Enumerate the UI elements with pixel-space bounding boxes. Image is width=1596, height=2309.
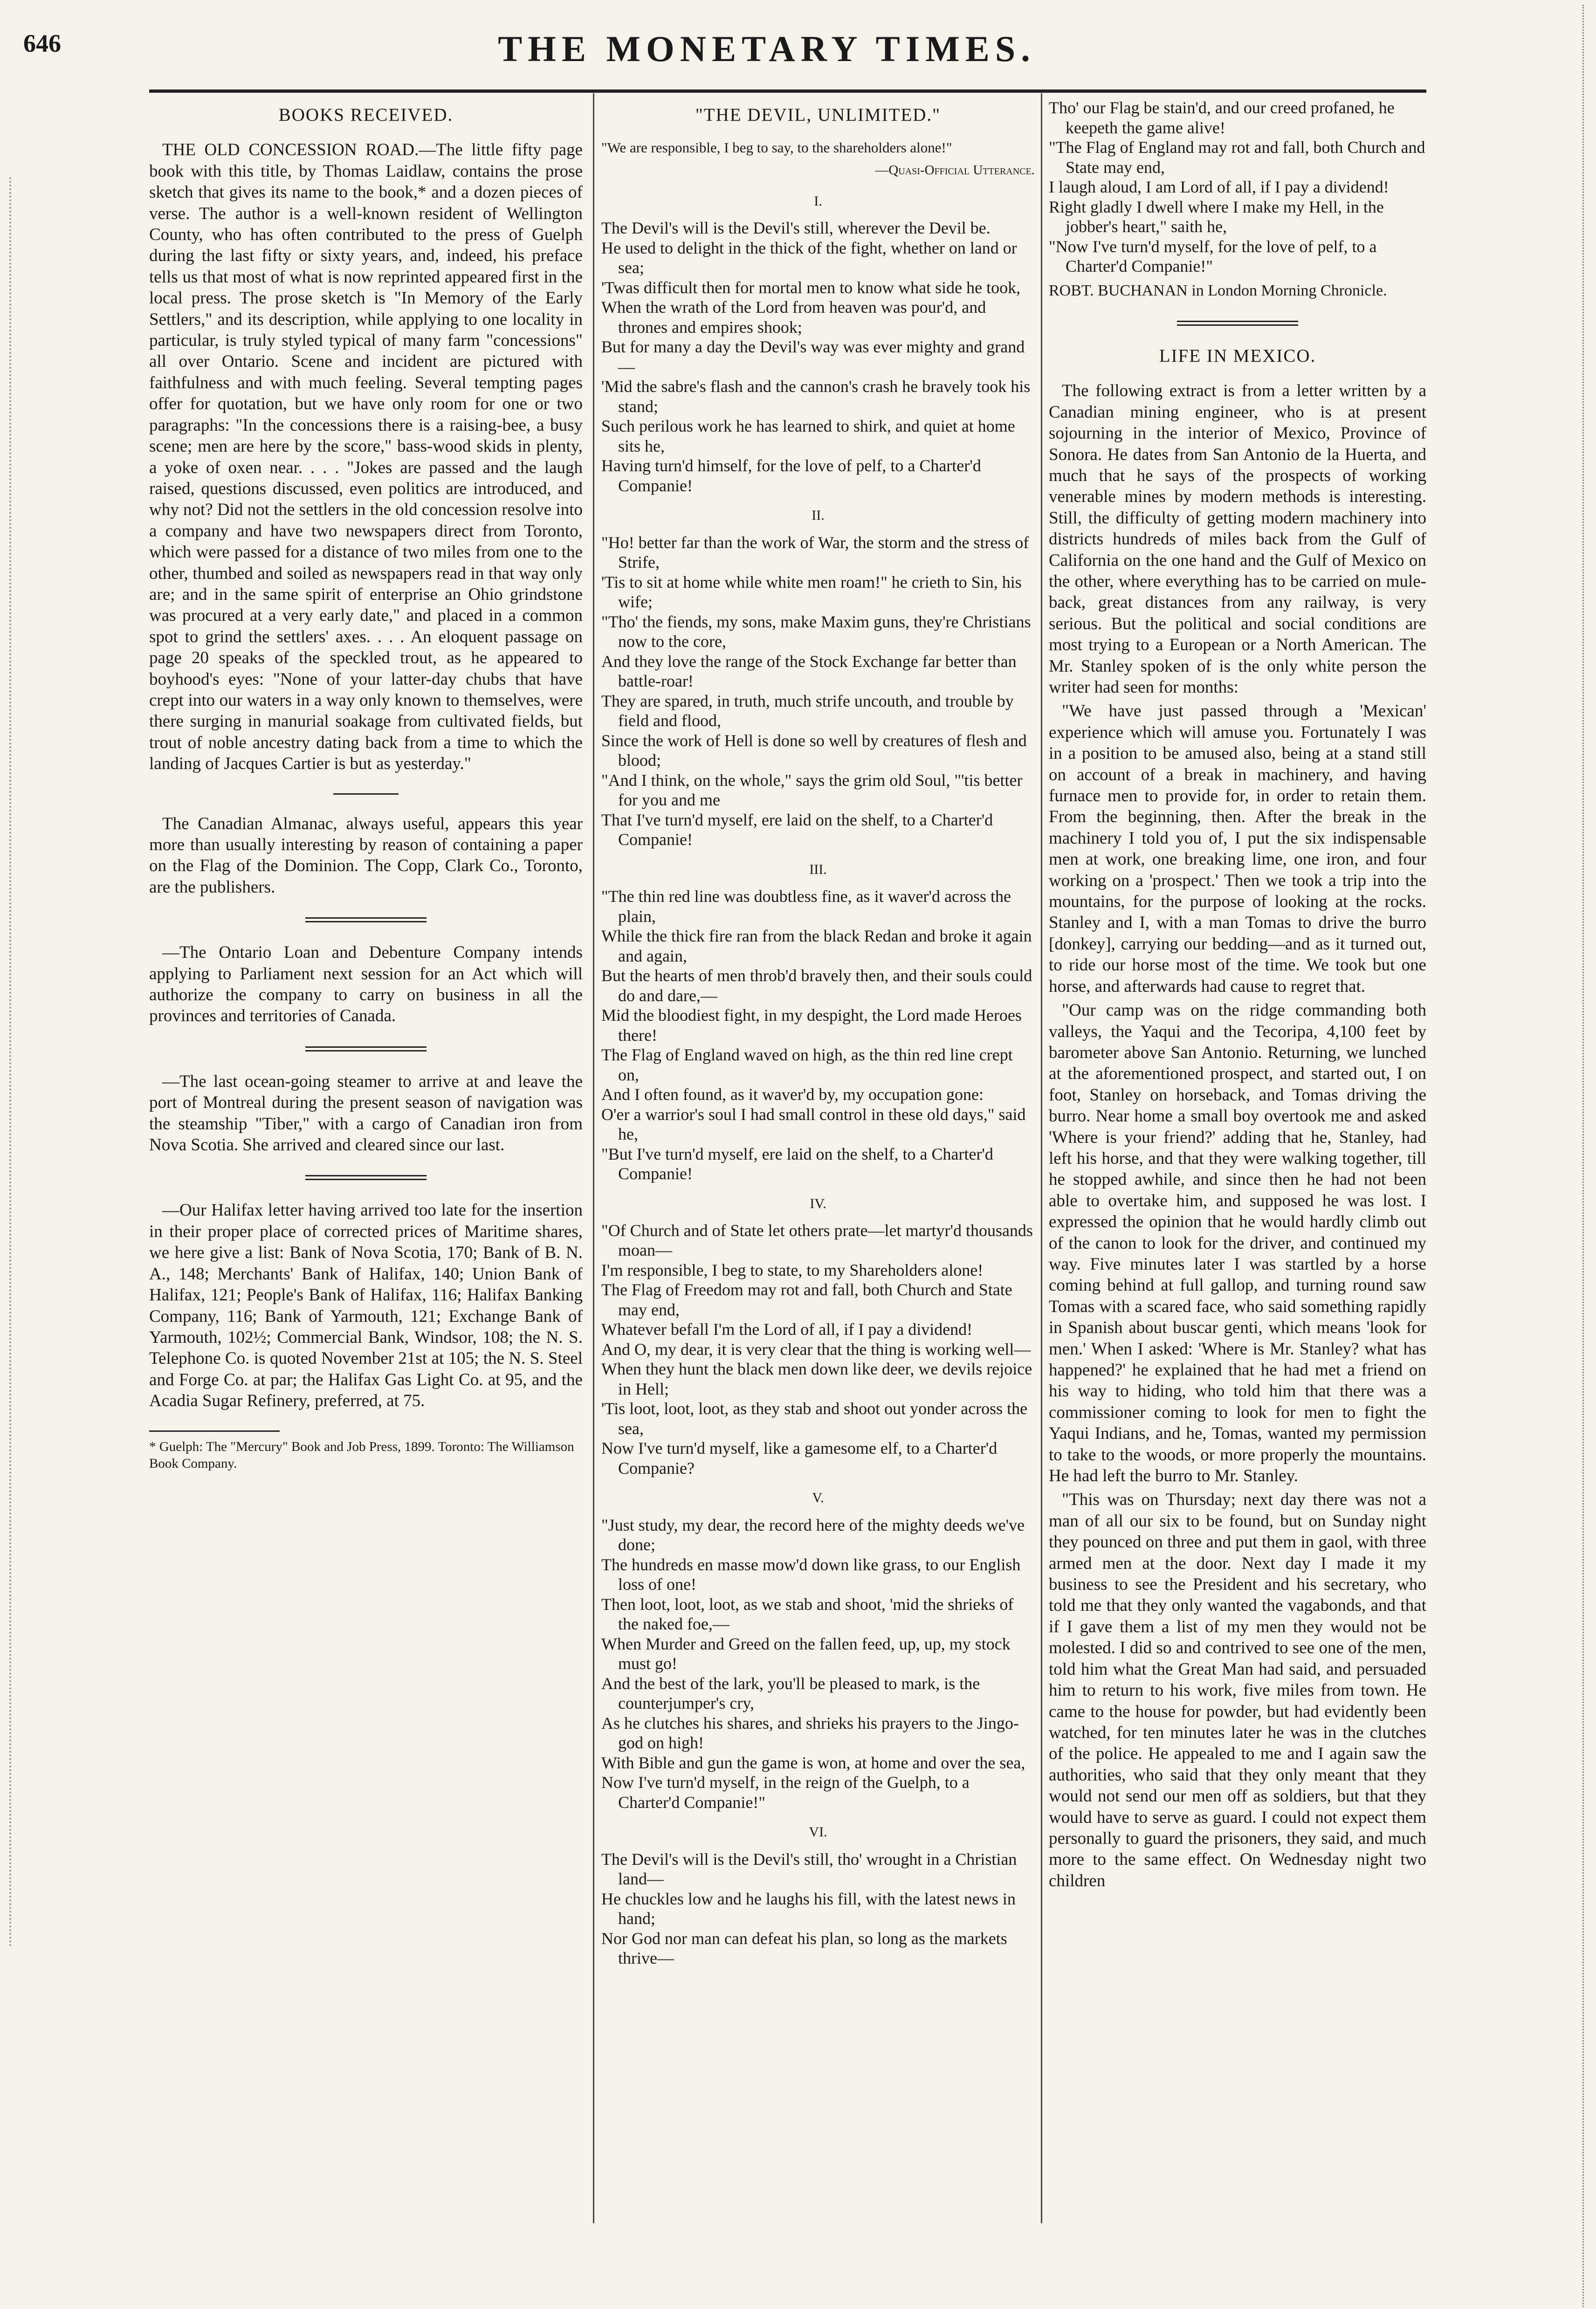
- poem-line: "The Flag of England may rot and fall, both Church and State may end,: [1049, 138, 1425, 177]
- section-double-rule: [1177, 321, 1298, 326]
- poem-line: Such perilous work he has learned to shirk, and quiet at home sits he,: [601, 417, 1015, 455]
- poem-line: 'Tis to sit at home while white men roam!" he crieth to Sin, his wife;: [601, 572, 1022, 612]
- poem-title: "THE DEVIL, UNLIMITED.": [695, 105, 941, 125]
- section-heading: LIFE IN MEXICO.: [1159, 345, 1316, 366]
- stanza: [601, 1849, 1035, 1968]
- stanza-number: II.: [812, 508, 825, 523]
- poem-line: "The thin red line was doubtless fine, as it waver'd across the plain,: [601, 887, 1011, 926]
- poem-line: Now I've turn'd myself, like a gamesome elf, to a Charter'd Companie?: [601, 1439, 998, 1477]
- poem-line: I'm responsible, I beg to state, to my Shareholders alone!: [601, 1260, 984, 1279]
- page-header: [149, 19, 1384, 75]
- article-paragraph: "This was on Thursday; next day there was not a man of all our six to be found, but on Sunday night they pounced on three and put them in gaol, with three armed men at the door. Next day I made it my business to see the President and his secretary, who told me that they only wanted the vagabonds, and that if I gave them a list of my men they would not be molested. I did so and contrived to see one of the men, told him what the Great Man had said, and persuaded him to return to his work, five miles from town. He came to the house for powder, but had evidently been watched, for ten minutes later he was in the clutches of the police. He appealed to me and I again saw the authorities, who said that they only meant that they would not send our men off as soldiers, but that they would have to serve as guard. I could not expect them personally to guard the prisoners, they said, and much more to the same effect. On Wednesday night two children: [1049, 1490, 1426, 1890]
- poem-line: When the wrath of the Lord from heaven was pour'd, and thrones and empires shook;: [601, 298, 986, 337]
- column-life-in-mexico: [1049, 98, 1426, 2223]
- footnote: * Guelph: The "Mercury" Book and Job Press, 1899. Toronto: The Williamson Book Company.: [149, 1439, 574, 1471]
- poem-line: 'Tis loot, loot, loot, as they stab and shoot out yonder across the sea,: [601, 1399, 1028, 1438]
- section-rule: [333, 793, 399, 795]
- section-heading: BOOKS RECEIVED.: [278, 105, 454, 125]
- poem-line: While the thick fire ran from the black Redan and broke it again and again,: [601, 927, 1032, 965]
- poem-line: 'Twas difficult then for mortal men to know what side he took,: [601, 278, 1021, 297]
- article-paragraph: The Canadian Almanac, always useful, appears this year more than usually interesting by reason of containing a paper on the Flag of the Dominion. The Copp, Clark Co., Toronto, are the publishers.: [149, 814, 583, 897]
- article-paragraph: —Our Halifax letter having arrived too late for the insertion in their proper place of corrected prices of Maritime shares, we here give a list: Bank of Nova Scotia, 170; Bank of B. N. A., 148; Merchants' Bank of Halifax, 140; Union Bank of Halifax, 121; People's Bank of Halifax, 116; Halifax Banking Company, 116; Bank of Yarmouth, 121; Exchange Bank of Yarmouth, 102½; Commercial Bank, Windsor, 108; the N. S. Telephone Co. is quoted November 21st at 105; the N. S. Steel and Forge Co. at par; the Halifax Gas Light Co. at 95, and the Acadia Sugar Refinery, preferred, at 75.: [149, 1201, 583, 1411]
- poem-line: Mid the bloodiest fight, in my despight, the Lord made Heroes there!: [601, 1006, 1022, 1045]
- page-number: 646: [23, 29, 61, 57]
- scan-margin-mark: [9, 177, 11, 1948]
- poem-line: But the hearts of men throb'd bravely then, and their souls could do and dare,—: [601, 966, 1032, 1005]
- article-paragraph: "Our camp was on the ridge commanding both valleys, the Yaqui and the Tecoripa, 4,100 feet by barometer above San Antonio. Returning, we lunched at the aforementioned prospect, and started out, I on foot, Stanley on horseback, and Tomas driving the burro. Near home a small boy overtook me and asked 'Where is your friend?' adding that he, Stanley, had left his horse, and that they were walking together, till he stopped awhile, and since then he had not been able to overtake him, and supposed he was lost. I expressed the opinion that he would hardly climb out of the canon to look for the driver, and continued my way. Five minutes later I was startled by a horse coming behind at full gallop, and turning round saw Tomas with a scared face, who said something rapidly in Spanish about buscar genti, which means 'look for men.' When I asked: 'Where is Mr. Stanley? what has happened?' he explained that he had met a friend on his way to hiding, who told him that there was a commissioner coming to look for men to fight the Yaqui Indians, and he, Tomas, wanted my permission to take to the woods, or more properly the mountains. He had left the burro to Mr. Stanley.: [1049, 1001, 1426, 1486]
- poem-line: "But I've turn'd myself, ere laid on the shelf, to a Charter'd Companie!: [601, 1144, 993, 1183]
- stanza-number: V.: [812, 1490, 824, 1506]
- poem-line: But for many a day the Devil's way was ever mighty and grand—: [601, 337, 1025, 376]
- section-double-rule: [305, 917, 427, 922]
- poem-line: "Tho' the fiends, my sons, make Maxim guns, they're Christians now to the core,: [601, 612, 1031, 651]
- poem-line: "And I think, on the whole," says the grim old Soul, "'tis better for you and me: [601, 770, 1023, 810]
- article-paragraph: The following extract is from a letter written by a Canadian mining engineer, who is at present sojourning in the interior of Mexico, Province of Sonora. He dates from San Antonio de la Huerta, and much that he says of the prospects of working venerable mines by modern methods is interesting. Still, the difficulty of getting modern machinery into districts hundreds of miles back from the Gulf of California on the one hand and the Gulf of Mexico on the other, where everything has to be carried on mule-back, great distances from any railway, is very serious. But the political and social conditions are most trying to a European or a North American. The Mr. Stanley spoken of is the only white person the writer had seen for months:: [1049, 381, 1426, 697]
- poem-line: With Bible and gun the game is won, at home and over the sea,: [601, 1753, 1025, 1772]
- column-books-received: [149, 98, 583, 2223]
- article-paragraph: THE OLD CONCESSION ROAD.—The little fifty page book with this title, by Thomas Laidlaw, contains the prose sketch that gives its name to the book,* and a dozen pieces of verse. The author is a well-known resident of Wellington County, who has often contributed to the press of Guelph during the last fifty or sixty years, and, indeed, his preface tells us that most of what is now reprinted appeared first in the local press. The prose sketch is "In Memory of the Early Settlers," and its description, while applying to one locality in particular, is truly styled typical of many farm "concessions" all over Ontario. Scene and incident are pictured with faithfulness and with much feeling. Several tempting pages offer for quotation, but we have only room for one or two paragraphs: "In the concessions there is a raising-bee, a busy scene; men are here by the score," bass-wood skids in plenty, a yoke of oxen near. . . . "Jokes are passed and the laugh raised, questions discussed, even politics are introduced, and why not? Did not the settlers in the old concession resolve into a company and have two newspapers direct from Toronto, which were passed for a distance of two miles from one to the other, thumbed and soiled as newspapers read in that way only are; and in the same spirit of enterprise an Ohio grindstone was procured at a very early date," and placed in a common spot to grind the settlers' axes. . . . An eloquent passage on page 20 speaks of the speckled trout, as he appeared to boyhood's eyes: "None of your latter-day chubs that have crept into our waters in a way only known to themselves, were there surging in manurial soakage from cultivated fields, but trout of noble ancestry dating back from a time to which the landing of Jacques Cartier is but as yesterday.": [149, 140, 583, 774]
- article-paragraph: —The last ocean-going steamer to arrive at and leave the port of Montreal during the present season of navigation was the steamship "Tiber," with a cargo of Canadian iron from Nova Scotia. She arrived and cleared since our last.: [149, 1072, 583, 1155]
- poem-line: As he clutches his shares, and shrieks his prayers to the Jingo-god on high!: [601, 1713, 1019, 1752]
- poem-line: And they love the range of the Stock Exchange far better than battle-roar!: [601, 652, 1017, 691]
- poem-line: Since the work of Hell is done so well by creatures of flesh and blood;: [601, 731, 1027, 770]
- poem-line: Whatever befall I'm the Lord of all, if I pay a dividend!: [601, 1320, 973, 1339]
- stanza-number: VI.: [809, 1824, 827, 1840]
- footnote-rule: [149, 1430, 280, 1438]
- stanza: [601, 1221, 1035, 1478]
- poem-line: The Devil's will is the Devil's still, tho' wrought in a Christian land—: [601, 1849, 1017, 1889]
- article-paragraph: —The Ontario Loan and Debenture Company intends applying to Parliament next session for an Act which will authorize the company to carry on business in all the provinces and territories of Canada.: [149, 943, 583, 1026]
- stanza-continued: [1049, 98, 1426, 276]
- poem-line: "Now I've turn'd myself, for the love of pelf, to a Charter'd Companie!": [1049, 237, 1377, 275]
- poem-line: When they hunt the black men down like deer, we devils rejoice in Hell;: [601, 1360, 1032, 1398]
- epigraph-attribution: —Quasi-Official Utterance.: [875, 163, 1035, 178]
- poem-line: When Murder and Greed on the fallen feed, up, up, my stock must go!: [601, 1634, 1011, 1673]
- stanza: [601, 218, 1035, 495]
- column-divider: [593, 93, 594, 2223]
- header-rule: [149, 89, 1426, 93]
- poem-line: He used to delight in the thick of the fight, whether on land or sea;: [601, 238, 1017, 277]
- poem-line: I laugh aloud, I am Lord of all, if I pay a dividend!: [1049, 178, 1389, 196]
- poem-line: Nor God nor man can defeat his plan, so long as the markets thrive—: [601, 1929, 1007, 1968]
- poem-line: Then loot, loot, loot, as we stab and shoot, 'mid the shrieks of the naked foe,—: [601, 1594, 1014, 1634]
- poem-line: That I've turn'd myself, ere laid on the shelf, to a Charter'd Companie!: [601, 810, 993, 849]
- scan-edge-mark: [1582, 5, 1586, 2307]
- poem-line: The Flag of Freedom may rot and fall, both Church and State may end,: [601, 1280, 1012, 1319]
- poem-line: O'er a warrior's soul I had small control in these old days," said he,: [601, 1105, 1026, 1144]
- column-devil-unlimited: [601, 98, 1035, 2223]
- poem-line: The Devil's will is the Devil's still, wherever the Devil be.: [601, 219, 991, 238]
- poem-credit: ROBT. BUCHANAN in London Morning Chronicle.: [1049, 282, 1387, 299]
- column-divider: [1041, 93, 1042, 2223]
- poem-line: The hundreds en masse mow'd down like grass, to our English loss of one!: [601, 1555, 1021, 1594]
- poem-epigraph: "We are responsible, I beg to say, to the shareholders alone!": [601, 139, 952, 156]
- poem-line: They are spared, in truth, much strife uncouth, and trouble by field and flood,: [601, 691, 1014, 730]
- poem-line: "Of Church and of State let others prate—let martyr'd thousands moan—: [601, 1221, 1033, 1260]
- poem-line: "Ho! better far than the work of War, the storm and the stress of Strife,: [601, 533, 1029, 572]
- section-double-rule: [305, 1046, 427, 1051]
- stanza-number: I.: [814, 193, 822, 209]
- poem-line: Having turn'd himself, for the love of pelf, to a Charter'd Companie!: [601, 456, 981, 495]
- stanza-number: III.: [809, 861, 827, 877]
- stanza: [601, 886, 1035, 1184]
- article-paragraph: "We have just passed through a 'Mexican' experience which will amuse you. Fortunately I was in a position to be amused also, being at a stand still on account of a break in machinery, and having furnace men to provide for, in order to retain them. From the beginning, then. After the break in the machinery I told you of, I put the six indispensable men at work, one breaking lime, one iron, and four working on a 'prospect.' Then we took a trip into the mountains, for the purpose of looking at the rocks. Stanley and I, with a man Tomas to drive the burro [donkey], carrying our bedding—and as it turned out, to ride our horse most of the time. We took but one horse, and afterwards had cause to regret that.: [1049, 701, 1426, 996]
- section-double-rule: [305, 1175, 427, 1180]
- poem-line: Right gladly I dwell where I make my Hell, in the jobber's heart," saith he,: [1049, 197, 1384, 236]
- poem-line: He chuckles low and he laughs his fill, with the latest news in hand;: [601, 1889, 1016, 1928]
- poem-line: "Just study, my dear, the record here of the mighty deeds we've done;: [601, 1515, 1025, 1554]
- poem-line: And I often found, as it waver'd by, my occupation gone:: [601, 1085, 984, 1104]
- poem-line: And O, my dear, it is very clear that the thing is working well—: [601, 1340, 1031, 1359]
- poem-line: And the best of the lark, you'll be pleased to mark, is the counterjumper's cry,: [601, 1674, 980, 1713]
- masthead-title: THE MONETARY TIMES.: [498, 28, 1036, 69]
- stanza: [601, 1515, 1035, 1813]
- stanza-number: IV.: [810, 1196, 826, 1211]
- poem-line: Now I've turn'd myself, in the reign of the Guelph, to a Charter'd Companie!": [601, 1773, 970, 1812]
- stanza: [601, 533, 1035, 850]
- poem-line: Tho' our Flag be stain'd, and our creed profaned, he keepeth the game alive!: [1049, 98, 1395, 137]
- poem-line: 'Mid the sabre's flash and the cannon's crash he bravely took his stand;: [601, 377, 1031, 416]
- poem-line: The Flag of England waved on high, as the thin red line crept on,: [601, 1045, 1013, 1084]
